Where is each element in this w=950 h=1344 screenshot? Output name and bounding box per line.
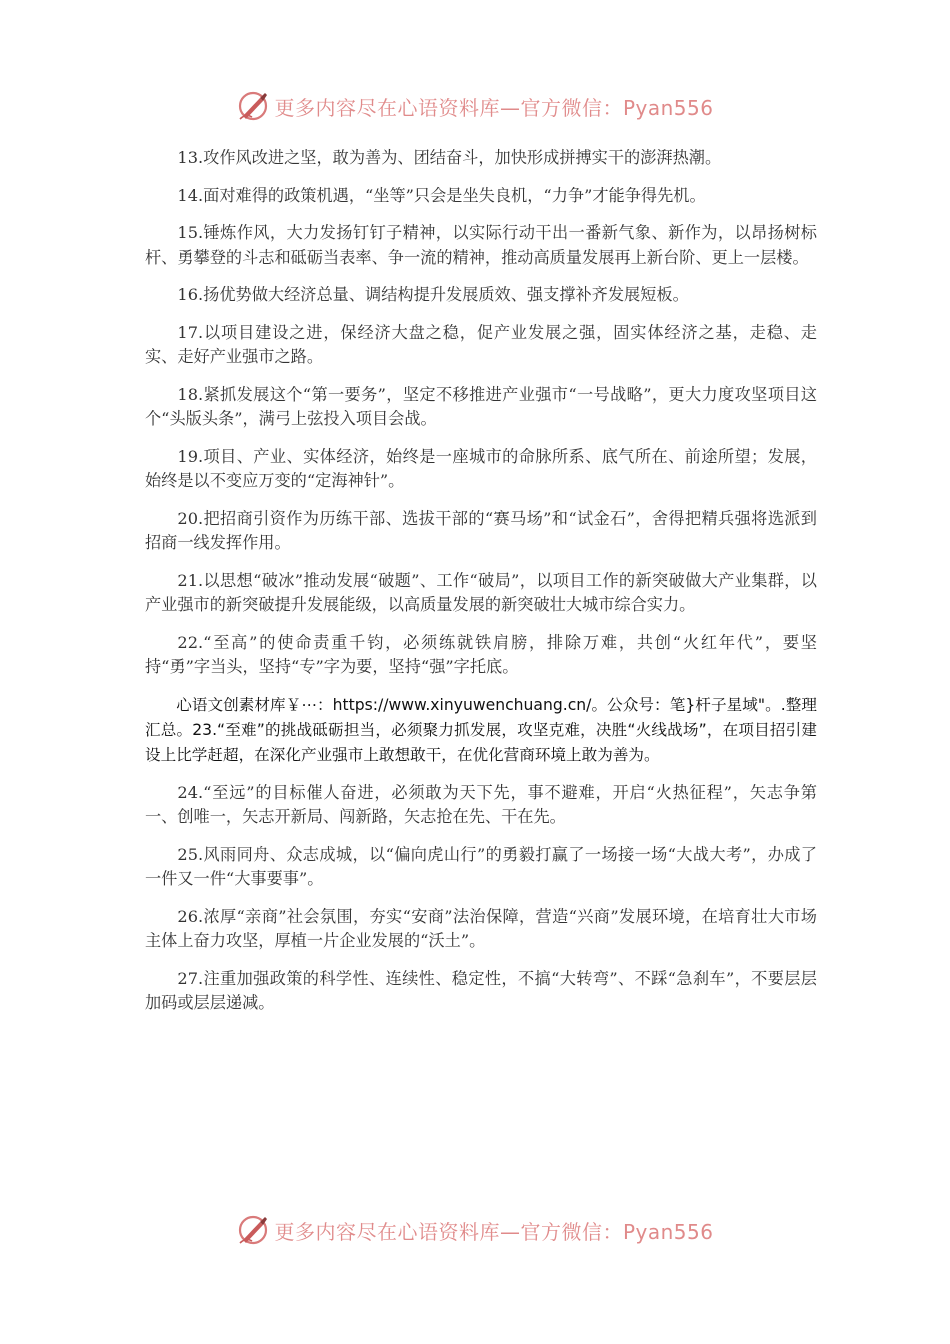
paragraph-25: 25.风雨同舟、众志成城，以“偏向虎山行”的勇毅打赢了一场接一场“大战大考”，办成了一件又一件“大事要事”。 — [145, 844, 817, 888]
paragraph-19: 19.项目、产业、实体经济，始终是一座城市的命脉所系、底气所在、前途所望；发展，始终是以不变应万变的“定海神针”。 — [145, 446, 817, 490]
paragraph-13: 13.攻作风改进之坚，敢为善为、团结奋斗，加快形成拼搏实干的澎湃热潮。 — [177, 148, 722, 167]
paragraph-20: 20.把招商引资作为历练干部、选拔干部的“赛马场”和“试金石”，舍得把精兵强将选派到招商一线发挥作用。 — [145, 508, 817, 552]
paragraph-27: 27.注重加强政策的科学性、连续性、稳定性，不搞“大转弯”、不踩“急刹车”，不要层层加码或层层递减。 — [145, 968, 817, 1012]
header-banner-text: 更多内容尽在心语资料库—官方微信：Pyan556 — [274, 95, 714, 120]
paragraph-17: 17.以项目建设之进，保经济大盘之稳，促产业发展之强，固实体经济之基，走稳、走实、走好产业强市之路。 — [145, 322, 817, 366]
document-body — [145, 146, 817, 1029]
paragraph-21: 21.以思想“破冰”推动发展“破题”、工作“破局”，以项目工作的新突破做大产业集群，以产业强市的新突破提升发展能级，以高质量发展的新突破壮大城市综合实力。 — [145, 570, 817, 614]
paragraph-24: 24.“至远”的目标催人奋进，必须敢为天下先，事不避难，开启“火热征程”，矢志争第一、创唯一，矢志开新局、闯新路，矢志抢在先、干在先。 — [145, 782, 817, 826]
header-banner — [0, 86, 950, 126]
paragraph-18: 18.紧抓发展这个“第一要务”，坚定不移推进产业强市“一号战略”，更大力度攻坚项目这个“头版头条”，满弓上弦投入项目会战。 — [145, 384, 817, 428]
footer-banner-text: 更多内容尽在心语资料库—官方微信：Pyan556 — [274, 1219, 714, 1244]
paragraph-14: 14.面对难得的政策机遇，“坐等”只会是坐失良机，“力争”才能争得先机。 — [177, 185, 706, 205]
pen-logo-icon — [236, 89, 270, 123]
pen-logo-icon — [236, 1213, 270, 1247]
footer-banner — [0, 1210, 950, 1250]
paragraph-15: 15.锤炼作风，大力发扬钉钉子精神，以实际行动干出一番新气象、新作为，以昂扬树标杆、勇攀登的斗志和砥砺当表率、争一流的精神，推动高质量发展再上新台阶、更上一层楼。 — [145, 223, 817, 267]
paragraph-23-with-source-note: 心语文创素材库￥⋯：https://www.xinyuwenchuang.cn/。公众号：笔}杆子星域"。.整理汇总。23.“至难”的挑战砥砺担当，必须聚力抓发展，攻坚克难，决胜“火线战场”，在项目招引建设上比学赶超，在深化产业强市上敢想敢干，在优化营商环境上敢为善为。 — [145, 695, 817, 764]
paragraph-26: 26.浓厚“亲商”社会氛围，夯实“安商”法治保障，营造“兴商”发展环境，在培育壮大市场主体上奋力攻坚，厚植一片企业发展的“沃土”。 — [145, 906, 817, 950]
paragraph-22: 22.“至高”的使命责重千钧，必须练就铁肩膀，排除万难，共创“火红年代”，要坚持“勇”字当头，坚持“专”字为要，坚持“强”字托底。 — [145, 632, 817, 676]
paragraph-16: 16.扬优势做大经济总量、调结构提升发展质效、强支撑补齐发展短板。 — [177, 285, 689, 304]
